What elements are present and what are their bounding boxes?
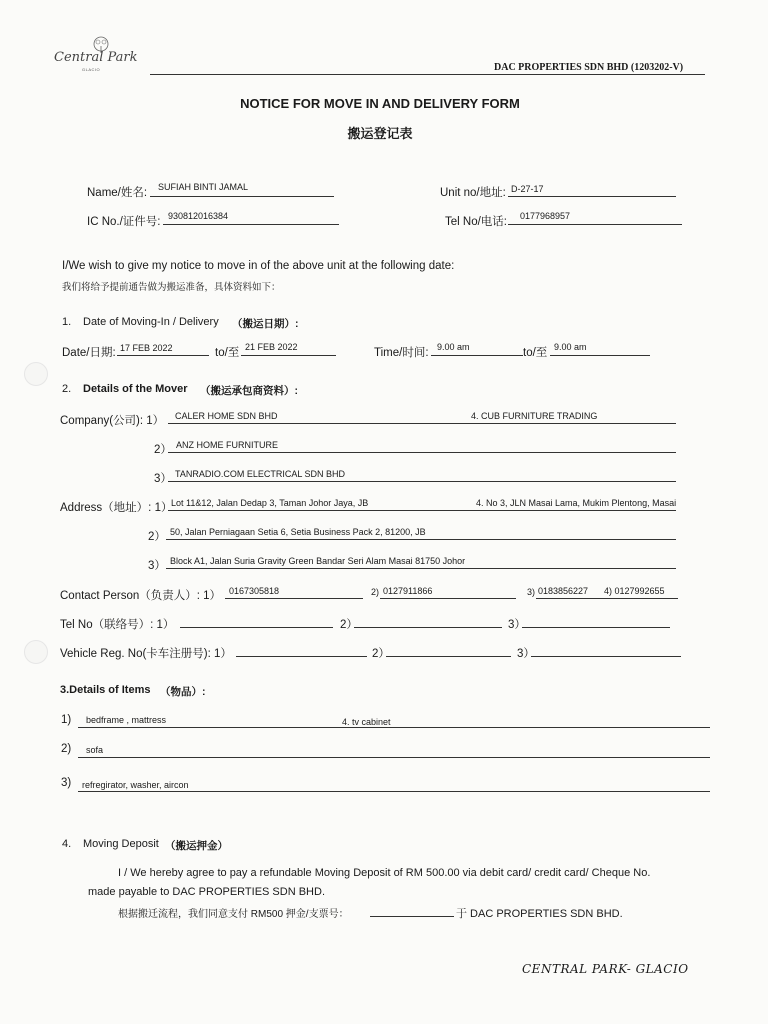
logo-subtext: GLACIO — [82, 67, 101, 72]
section3-title-cn: （物品）: — [160, 686, 206, 698]
page-title: NOTICE FOR MOVE IN AND DELIVERY FORM — [240, 96, 520, 111]
section1-number: 1. — [62, 316, 72, 328]
section1-title: Date of Moving-In / Delivery — [83, 316, 219, 328]
logo — [52, 36, 152, 76]
intro-text: I/We wish to give my notice to move in of the above unit at the following date: — [62, 260, 455, 272]
vehicle-1-underline[interactable] — [236, 656, 367, 657]
contact-1-underline — [225, 598, 363, 599]
time-from-underline — [431, 355, 523, 356]
item-1-underline — [78, 727, 710, 728]
contact-3-underline — [536, 598, 678, 599]
date-from-underline — [117, 355, 209, 356]
time-to-field[interactable]: 9.00 am — [554, 342, 587, 352]
item-1-index: 1) — [61, 714, 72, 726]
ic-underline — [163, 224, 339, 225]
vehicle-3-underline[interactable] — [531, 656, 681, 657]
time-to-underline — [550, 355, 650, 356]
mover-tel-2-index: 2） — [340, 619, 358, 631]
contact-label: Contact Person（负责人）: 1） — [60, 590, 222, 602]
address-2-field[interactable]: 50, Jalan Perniagaan Setia 6, Setia Business Pack 2, 81200, JB — [170, 527, 426, 537]
date-to-label: to/至 — [215, 347, 240, 359]
section1-title-cn: （搬运日期）: — [232, 318, 299, 330]
item-3-index: 3) — [61, 777, 72, 789]
company-2-field[interactable]: ANZ HOME FURNITURE — [176, 440, 278, 450]
logo-text: Central Park — [54, 50, 138, 65]
company-2-underline — [168, 452, 676, 453]
mover-tel-1-underline[interactable] — [180, 627, 333, 628]
page-subtitle-cn: 搬运登记表 — [347, 126, 413, 141]
company-label: Company(公司): 1） — [60, 415, 165, 427]
date-label: Date/日期: — [62, 347, 116, 359]
item-3-underline — [78, 791, 710, 792]
footer-signature: CENTRAL PARK- GLACIO — [522, 962, 689, 976]
address-2-underline — [166, 539, 676, 540]
contact-1-field[interactable]: 0167305818 — [229, 586, 280, 596]
address-4-field[interactable]: 4. No 3, JLN Masai Lama, Mukim Plentong, Masai — [476, 498, 677, 508]
vehicle-2-index: 2） — [372, 648, 390, 660]
section4-title-cn: （搬运押金） — [165, 840, 228, 852]
mover-tel-2-underline[interactable] — [354, 627, 502, 628]
name-label: Name/姓名: — [87, 187, 148, 199]
mover-tel-label: Tel No（联络号）: 1） — [60, 619, 175, 631]
tel-underline — [508, 224, 682, 225]
company-header: DAC PROPERTIES SDN BHD (1203202-V) — [494, 62, 684, 73]
time-to-label: to/至 — [523, 347, 548, 359]
address-3-index: 3） — [148, 560, 166, 572]
company-3-field[interactable]: TANRADIO.COM ELECTRICAL SDN BHD — [175, 469, 346, 479]
date-to-field[interactable]: 21 FEB 2022 — [245, 342, 298, 352]
unit-label: Unit no/地址: — [440, 187, 506, 199]
punch-hole-top — [24, 362, 48, 386]
company-2-index: 2） — [154, 444, 172, 456]
section4-title: Moving Deposit — [83, 838, 159, 850]
item-2-index: 2) — [61, 743, 72, 755]
item-3-field[interactable]: refregirator, washer, aircon — [82, 780, 189, 790]
unit-field[interactable]: D-27-17 — [511, 184, 544, 194]
tel-label: Tel No/电话: — [445, 216, 507, 228]
address-3-field[interactable]: Block A1, Jalan Suria Gravity Green Bandar Seri Alam Masai 81750 Johor — [170, 556, 466, 566]
time-label: Time/时间: — [374, 347, 429, 359]
address-1-field[interactable]: Lot 11&12, Jalan Dedap 3, Taman Johor Jaya, JB — [171, 498, 369, 508]
deposit-paragraph-line1: I / We hereby agree to pay a refundable Moving Deposit of RM 500.00 via debit card/ credit card/ Cheque No. — [118, 867, 651, 879]
section2-number: 2. — [62, 383, 72, 395]
company-3-underline — [168, 481, 676, 482]
ic-field[interactable]: 930812016384 — [168, 211, 229, 221]
deposit-cn-line: 根据搬迁流程，我们同意支付 RM500 押金/支票号： — [118, 909, 349, 920]
intro-text-cn: 我们将给予提前通告做为搬运准备，具体资料如下： — [62, 282, 281, 293]
unit-underline — [508, 196, 676, 197]
deposit-paragraph-line2: made payable to DAC PROPERTIES SDN BHD. — [88, 886, 325, 898]
deposit-cn-line-end: 于 DAC PROPERTIES SDN BHD. — [456, 908, 623, 920]
punch-hole-bottom — [24, 640, 48, 664]
name-field[interactable]: SUFIAH BINTI JAMAL — [158, 182, 249, 192]
mover-tel-3-underline[interactable] — [522, 627, 670, 628]
cheque-number-field[interactable] — [370, 916, 454, 917]
vehicle-label: Vehicle Reg. No(卡车注册号): 1） — [60, 648, 232, 660]
section2-title: Details of the Mover — [83, 383, 188, 395]
contact-3-index: 3) — [527, 587, 536, 597]
contact-3-field[interactable]: 0183856227 — [538, 586, 589, 596]
address-3-underline — [166, 568, 676, 569]
name-underline — [150, 196, 334, 197]
address-label: Address（地址）: 1） — [60, 502, 173, 514]
item-1-field[interactable]: bedframe , mattress — [86, 715, 167, 725]
ic-label: IC No./证件号: — [87, 216, 161, 228]
company-1-underline — [168, 423, 676, 424]
item-2-field[interactable]: sofa — [86, 745, 104, 755]
contact-2-index: 2) — [371, 587, 380, 597]
tel-field[interactable]: 0177968957 — [520, 211, 571, 221]
date-to-underline — [241, 355, 336, 356]
section4-number: 4. — [62, 838, 72, 850]
date-from-field[interactable]: 17 FEB 2022 — [120, 343, 173, 353]
company-4-field[interactable]: 4. CUB FURNITURE TRADING — [471, 411, 598, 421]
contact-2-field[interactable]: 0127911866 — [383, 586, 433, 596]
time-from-field[interactable]: 9.00 am — [437, 342, 470, 352]
company-1-field[interactable]: CALER HOME SDN BHD — [175, 411, 278, 421]
contact-4-field[interactable]: 4) 0127992655 — [604, 586, 665, 596]
header-rule — [150, 74, 705, 75]
contact-2-underline — [380, 598, 516, 599]
mover-tel-3-index: 3） — [508, 619, 526, 631]
vehicle-3-index: 3） — [517, 648, 535, 660]
section3-title: 3.Details of Items — [60, 684, 151, 696]
section2-title-cn: （搬运承包商资料）: — [200, 385, 298, 397]
item-4-field[interactable]: 4. tv cabinet — [342, 717, 391, 727]
address-2-index: 2） — [148, 531, 166, 543]
company-3-index: 3） — [154, 473, 172, 485]
address-1-underline — [168, 510, 676, 511]
item-2-underline — [78, 757, 710, 758]
vehicle-2-underline[interactable] — [386, 656, 511, 657]
